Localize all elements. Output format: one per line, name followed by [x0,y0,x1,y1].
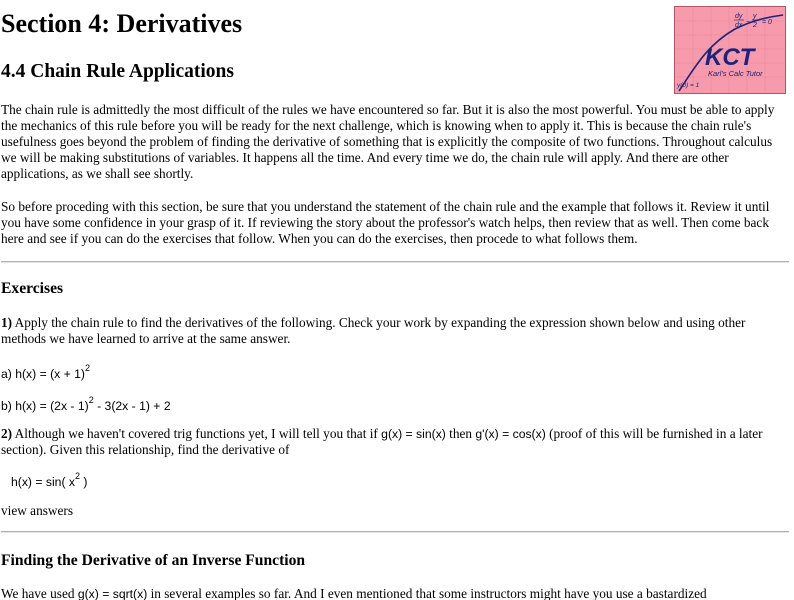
exercise-2-text-2: then [445,426,476,441]
logo-eq-dy: dy [735,13,743,20]
exercise-2-h-exponent: 2 [75,470,81,481]
view-answers-link[interactable]: view answers [1,503,74,518]
inverse-paragraph [1,586,787,600]
exercise-2-expr [11,470,794,490]
logo-eq-rhs: = 0 [762,19,772,26]
intro-paragraph-1: The chain rule is admittedly the most difficult of the rules we have encountered so far. But it is also the most powerful. You must be able to apply the mechanics of this rule before you will be ready for the next challenge, which is knowing when to apply it. This is because the chain rule's usefulness goes beyond the problem of finding the derivative of something that is explicitly the composite of two functions. Throughout calculus we will be making substitutions of variables. It happens all the time. And every time we do, the chain rule will apply. And there are other applications, as we shall see shortly. [1,102,775,181]
kct-logo-icon [675,7,785,93]
exercise-2-text-1: Although we haven't covered trig functions yet, I will tell you that if [12,426,382,441]
exercise-2-gprime: g'(x) = cos(x) [475,427,546,441]
exercise-1b-expr-1: b) h(x) = (2x - 1) [1,399,89,413]
divider-2 [1,531,789,533]
exercises-heading: Exercises [1,280,64,297]
exercise-2-h-2: ) [80,475,88,489]
exercise-1b-exponent: 2 [88,394,94,405]
logo-big-text: KCT [705,44,755,71]
exercise-1b-expr-2: - 3(2x - 1) + 2 [93,399,171,413]
page-title: Section 4: Derivatives [1,9,243,38]
exercise-1b [1,394,787,414]
kct-logo [674,6,786,94]
exercise-2-text-3: (proof of this will be furnished in a later section). Given this relationship, find the derivative of [1,426,763,457]
exercise-1a-expr: a) h(x) = (x + 1) [1,367,85,381]
exercise-2-number: 2) [1,426,13,441]
intro-paragraph-2: So before proceding with this section, be sure that you understand the statement of the chain rule and the example that follows it. Review it until you have some confidence in your grasp of it. If reviewing the story about the professor's watch helps, then review that as well. Then come back here and see if you can do the exercises that follow. When you can do the exercises, then procede to what follows them. [1,199,770,246]
inverse-text-1: We have used [1,586,78,600]
logo-eq-minus: − [746,19,751,26]
logo-initial-condition: y(0) = 1 [677,82,700,89]
inverse-text-2: in several examples so far. And I even mentioned that some instructors might have you use a bastardized [147,586,707,600]
logo-eq-y: y [753,13,757,20]
exercise-2 [1,426,787,458]
exercise-1 [1,315,787,347]
exercise-2-g: g(x) = sin(x) [381,427,446,441]
exercise-1a [1,362,787,382]
logo-eq-dx: dx [735,22,743,29]
exercise-1-number: 1) [1,315,13,330]
logo-eq-2: 2 [753,22,757,29]
view-answers-row [1,503,787,519]
exercise-1-text: Apply the chain rule to find the derivatives of the following. Check your work by expanding the expression shown below and using other methods we have learned to arrive at the same answer. [1,315,746,346]
inverse-code: g(x) = sqrt(x) [77,587,148,600]
section-subtitle: 4.4 Chain Rule Applications [1,61,234,82]
logo-tagline: Karl's Calc Tutor [708,69,763,78]
exercise-1a-exponent: 2 [84,362,90,373]
divider-1 [1,261,789,263]
inverse-heading: Finding the Derivative of an Inverse Function [1,552,306,569]
exercise-2-h-1: h(x) = sin( x [11,475,75,489]
